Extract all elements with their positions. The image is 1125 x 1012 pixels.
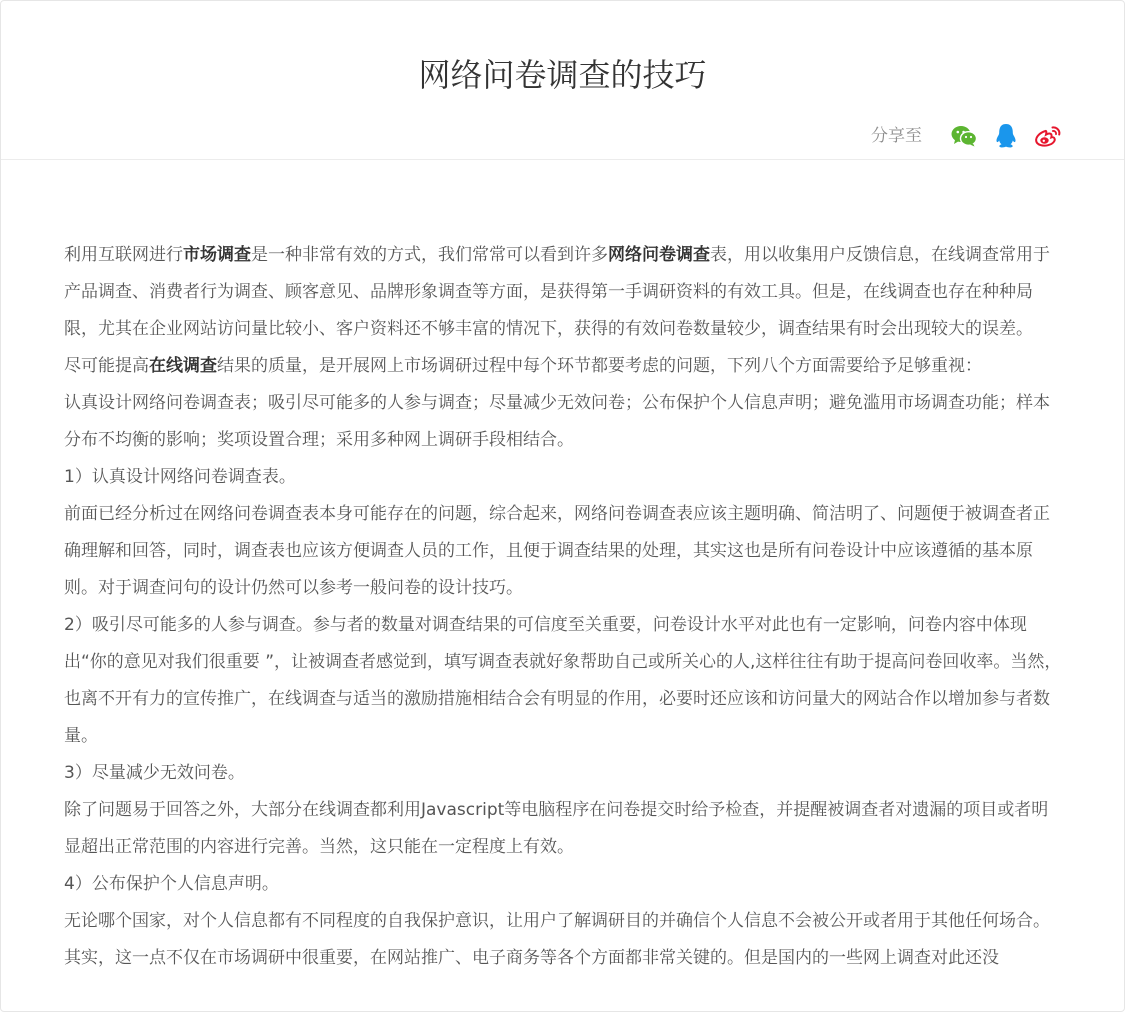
paragraph-text: 利用互联网进行 bbox=[64, 245, 183, 265]
wechat-icon[interactable] bbox=[950, 122, 978, 150]
qq-icon[interactable] bbox=[992, 122, 1020, 150]
paragraph bbox=[64, 348, 1064, 385]
keyword-link[interactable]: 网络问卷调查 bbox=[608, 245, 710, 265]
paragraph: 认真设计网络问卷调查表；吸引尽可能多的人参与调查；尽量减少无效问卷；公布保护个人信息声明；避免滥用市场调查功能；样本分布不均衡的影响；奖项设置合理；采用多种网上调研手段相结合。 bbox=[64, 393, 1050, 450]
keyword-link[interactable]: 在线调查 bbox=[149, 356, 217, 376]
paragraph: 2）吸引尽可能多的人参与调查。参与者的数量对调查结果的可信度至关重要，问卷设计水平对此也有一定影响，问卷内容中体现出“你的意见对我们很重要 ”，让被调查者感觉到，填写调查表就好象帮助自己或所关心的人,这样往往有助于提高问卷回收率。当然，也离不开有力的宣传推广，在线调查与适当的激励措施相结合会有明显的作用，必要时还应该和访问量大的网站合作以增加参与者数量。 bbox=[64, 615, 1062, 746]
page-title: 网络问卷调查的技巧 bbox=[418, 56, 707, 94]
share-label: 分享至 bbox=[871, 126, 922, 146]
share-bar bbox=[871, 119, 1062, 153]
paragraph: 除了问题易于回答之外，大部分在线调查都利用Javascript等电脑程序在问卷提交时给予检查，并提醒被调查者对遗漏的项目或者明显超出正常范围的内容进行完善。当然，这只能在一定程度上有效。 bbox=[64, 800, 1049, 857]
section-heading: 1）认真设计网络问卷调查表。 bbox=[64, 467, 296, 487]
weibo-icon[interactable] bbox=[1034, 122, 1062, 150]
paragraph bbox=[64, 237, 1064, 348]
article-header bbox=[1, 1, 1124, 160]
section-heading: 3）尽量减少无效问卷。 bbox=[64, 763, 245, 783]
paragraph: 前面已经分析过在网络问卷调查表本身可能存在的问题，综合起来，网络问卷调查表应该主题明确、简洁明了、问题便于被调查者正确理解和回答，同时，调查表也应该方便调查人员的工作，且便于调查结果的处理，其实这也是所有问卷设计中应该遵循的基本原则。对于调查问句的设计仍然可以参考一般问卷的设计技巧。 bbox=[64, 504, 1050, 598]
paragraph-text: 尽可能提高 bbox=[64, 356, 149, 376]
paragraph-text: 结果的质量，是开展网上市场调研过程中每个环节都要考虑的问题，下列八个方面需要给予足够重视： bbox=[217, 356, 982, 376]
paragraph-text: 表，用以收集用户反馈信息，在线调查常用于产品调查、消费者行为调查、顾客意见、品牌形象调查等方面，是获得第一手调研资料的有效工具。但是，在线调查也存在种种局限，尤其在企业网站访问量比较小、客户资料还不够丰富的情况下，获得的有效问卷数量较少，调查结果有时会出现较大的误差。 bbox=[64, 245, 1050, 339]
keyword-link[interactable]: 市场调查 bbox=[183, 245, 251, 265]
paragraph-text: 是一种非常有效的方式，我们常常可以看到许多 bbox=[251, 245, 608, 265]
paragraph: 无论哪个国家，对个人信息都有不同程度的自我保护意识，让用户了解调研目的并确信个人信息不会被公开或者用于其他任何场合。其实，这一点不仅在市场调研中很重要，在网站推广、电子商务等各个方面都非常关键的。但是国内的一些网上调查对此还没 bbox=[64, 911, 1050, 968]
section-heading: 4）公布保护个人信息声明。 bbox=[64, 874, 279, 894]
article-body bbox=[64, 237, 1064, 977]
